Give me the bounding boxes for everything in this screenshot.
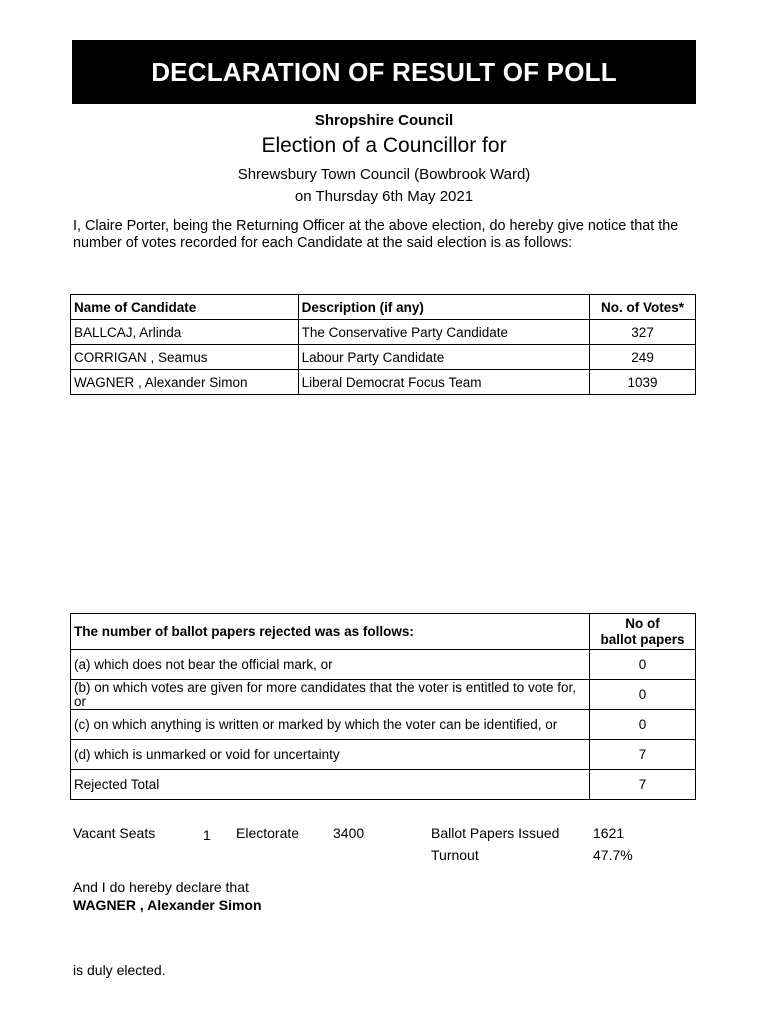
table-row — [71, 345, 696, 370]
notice-text: I, Claire Porter, being the Returning Officer at the above election, do hereby give notice that the number of votes recorded for each Candidate at the said election is as follows: — [73, 218, 679, 251]
table-row — [71, 320, 696, 345]
rejected-total-count: 7 — [590, 770, 696, 800]
candidate-votes: 249 — [590, 345, 696, 370]
column-header-name: Name of Candidate — [71, 295, 299, 320]
title-banner — [72, 40, 696, 104]
rejected-reason: (d) which is unmarked or void for uncertainty — [71, 740, 590, 770]
candidate-votes: 1039 — [590, 370, 696, 395]
document-title: DECLARATION OF RESULT OF POLL — [151, 56, 617, 87]
candidate-description: The Conservative Party Candidate — [298, 320, 590, 345]
electorate-label: Electorate — [236, 825, 300, 841]
rejected-count-header-line1: No of — [625, 615, 660, 631]
rejected-reason: (c) on which anything is written or marked by which the voter can be identified, or — [71, 710, 590, 740]
candidate-name: BALLCAJ, Arlinda — [71, 320, 299, 345]
ward-name: Shrewsbury Town Council (Bowbrook Ward) — [237, 166, 531, 183]
rejected-header: The number of ballot papers rejected was as follows: — [71, 614, 590, 650]
candidate-votes: 327 — [590, 320, 696, 345]
electorate-value: 3400 — [333, 825, 365, 841]
ballot-papers-issued-label: Ballot Papers Issued — [431, 825, 560, 841]
column-header-description: Description (if any) — [298, 295, 590, 320]
table-row — [71, 770, 696, 800]
turnout-label: Turnout — [431, 847, 479, 863]
table-row — [71, 650, 696, 680]
table-row — [71, 680, 696, 710]
rejected-count-header-line2: ballot papers — [600, 631, 685, 647]
table-row — [71, 740, 696, 770]
rejected-count: 7 — [590, 740, 696, 770]
candidate-description: Liberal Democrat Focus Team — [298, 370, 590, 395]
rejected-reason: (b) on which votes are given for more candidates that the voter is entitled to vote for, or — [71, 680, 590, 710]
rejected-count: 0 — [590, 650, 696, 680]
table-row — [71, 710, 696, 740]
rejected-count-header — [590, 614, 696, 650]
rejected-reason: (a) which does not bear the official mark, or — [71, 650, 590, 680]
declaration-outro: is duly elected. — [73, 962, 166, 978]
table-header-row — [71, 614, 696, 650]
vacant-seats-label: Vacant Seats — [73, 825, 156, 841]
declaration-intro: And I do hereby declare that — [73, 879, 249, 895]
rejected-ballots-table — [70, 613, 696, 800]
rejected-count: 0 — [590, 680, 696, 710]
candidate-name: WAGNER , Alexander Simon — [71, 370, 299, 395]
candidates-table — [70, 294, 696, 395]
table-row — [71, 370, 696, 395]
candidate-name: CORRIGAN , Seamus — [71, 345, 299, 370]
column-header-votes: No. of Votes* — [590, 295, 696, 320]
rejected-count: 0 — [590, 710, 696, 740]
election-title: Election of a Councillor for — [261, 134, 507, 157]
table-header-row — [71, 295, 696, 320]
election-date: on Thursday 6th May 2021 — [294, 188, 474, 205]
rejected-total-label: Rejected Total — [71, 770, 590, 800]
vacant-seats-value: 1 — [203, 827, 211, 843]
elected-candidate: WAGNER , Alexander Simon — [73, 897, 262, 913]
turnout-value: 47.7% — [593, 847, 633, 863]
ballot-papers-issued-value: 1621 — [593, 825, 625, 841]
council-name: Shropshire Council — [314, 112, 454, 129]
candidate-description: Labour Party Candidate — [298, 345, 590, 370]
